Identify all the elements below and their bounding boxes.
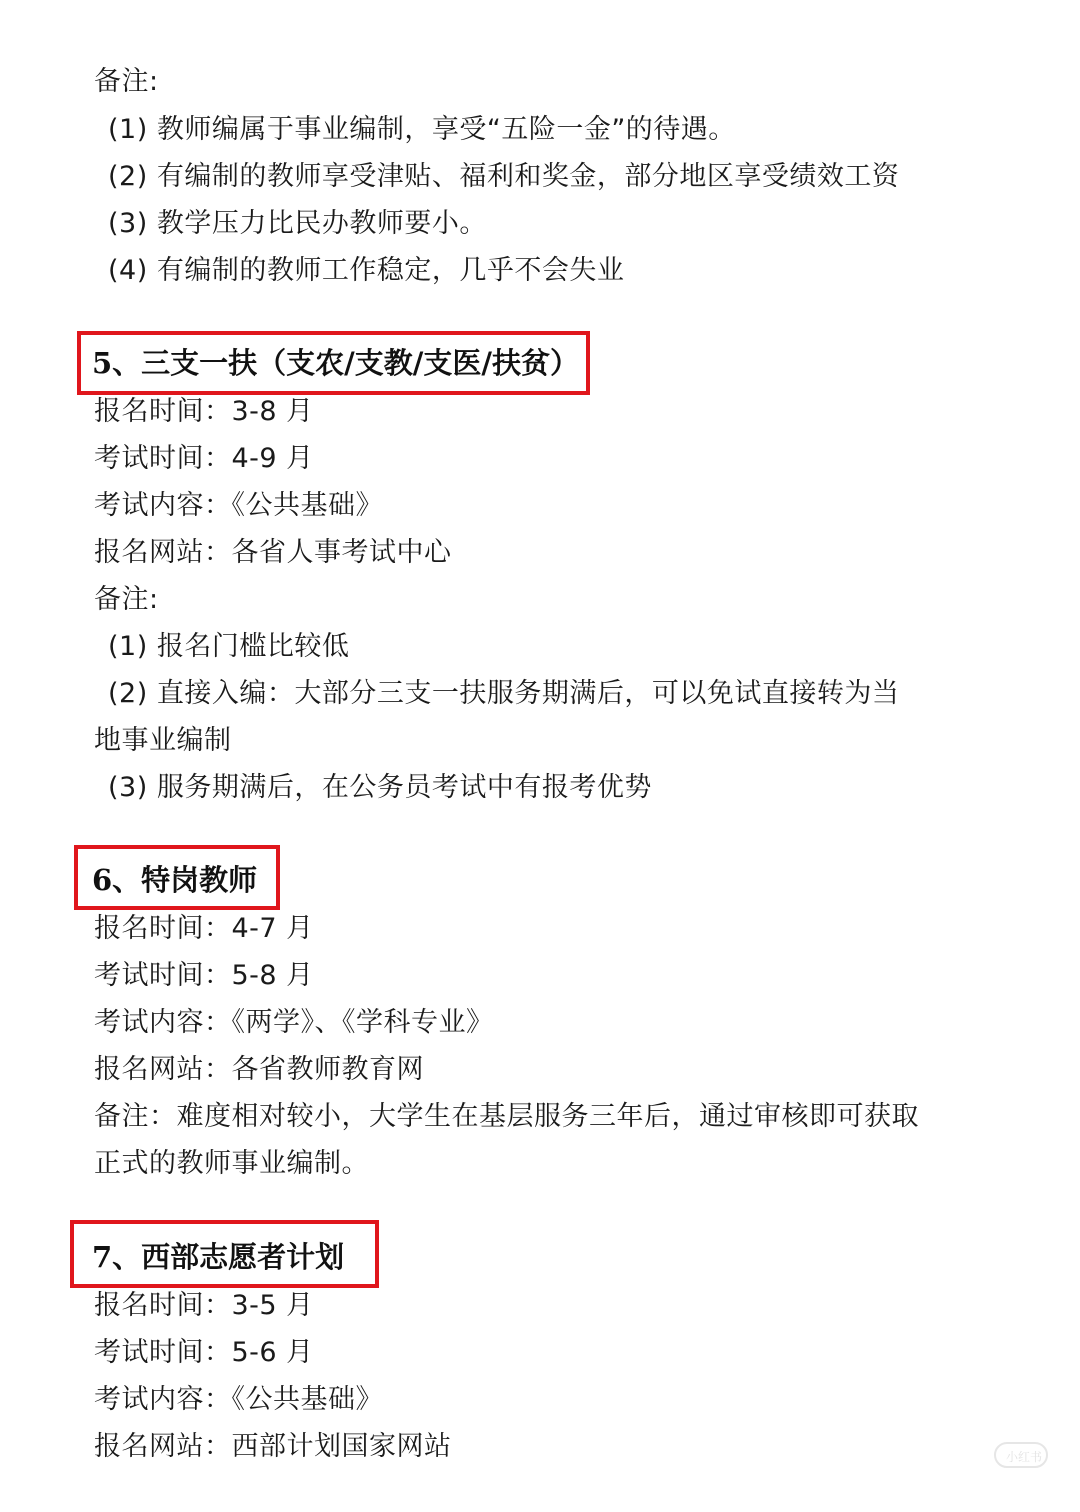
exam-time: 考试时间：5-8 月	[94, 960, 314, 991]
note-item: (1) 教师编属于事业编制，享受“五险一金”的待遇。	[108, 114, 736, 145]
note-text-continuation: 正式的教师事业编制。	[94, 1148, 369, 1179]
note-item: (2) 有编制的教师享受津贴、福利和奖金，部分地区享受绩效工资	[108, 161, 900, 192]
exam-time: 考试时间：4-9 月	[94, 443, 314, 474]
section-heading: 6、特岗教师	[92, 863, 258, 897]
note-item: (1) 报名门槛比较低	[108, 631, 350, 662]
registration-time: 报名时间：3-8 月	[94, 396, 314, 427]
note-item: (4) 有编制的教师工作稳定，几乎不会失业	[108, 255, 625, 286]
note-item-continuation: 地事业编制	[94, 725, 232, 756]
exam-content: 考试内容：《公共基础》	[94, 490, 383, 521]
registration-site: 报名网站：各省人事考试中心	[94, 537, 452, 568]
note-label: 备注:	[94, 66, 159, 97]
registration-time: 报名时间：3-5 月	[94, 1290, 314, 1321]
note-item: (3) 服务期满后，在公务员考试中有报考优势	[108, 772, 652, 803]
note-text: 备注：难度相对较小，大学生在基层服务三年后，通过审核即可获取	[94, 1101, 919, 1132]
exam-content: 考试内容：《公共基础》	[94, 1384, 383, 1415]
section-heading: 5、三支一扶（支农/支教/支医/扶贫）	[92, 346, 579, 380]
watermark-logo	[994, 1442, 1048, 1468]
registration-time: 报名时间：4-7 月	[94, 913, 314, 944]
watermark-brand: 小红书	[1006, 1450, 1043, 1464]
registration-site: 报名网站：各省教师教育网	[94, 1054, 424, 1085]
registration-site: 报名网站：西部计划国家网站	[94, 1431, 452, 1462]
note-item: (2) 直接入编：大部分三支一扶服务期满后，可以免试直接转为当	[108, 678, 900, 709]
exam-time: 考试时间：5-6 月	[94, 1337, 314, 1368]
section-heading: 7、西部志愿者计划	[92, 1240, 345, 1274]
note-item: (3) 教学压力比民办教师要小。	[108, 208, 487, 239]
exam-content: 考试内容：《两学》、《学科专业》	[94, 1007, 494, 1038]
note-label: 备注:	[94, 584, 159, 615]
